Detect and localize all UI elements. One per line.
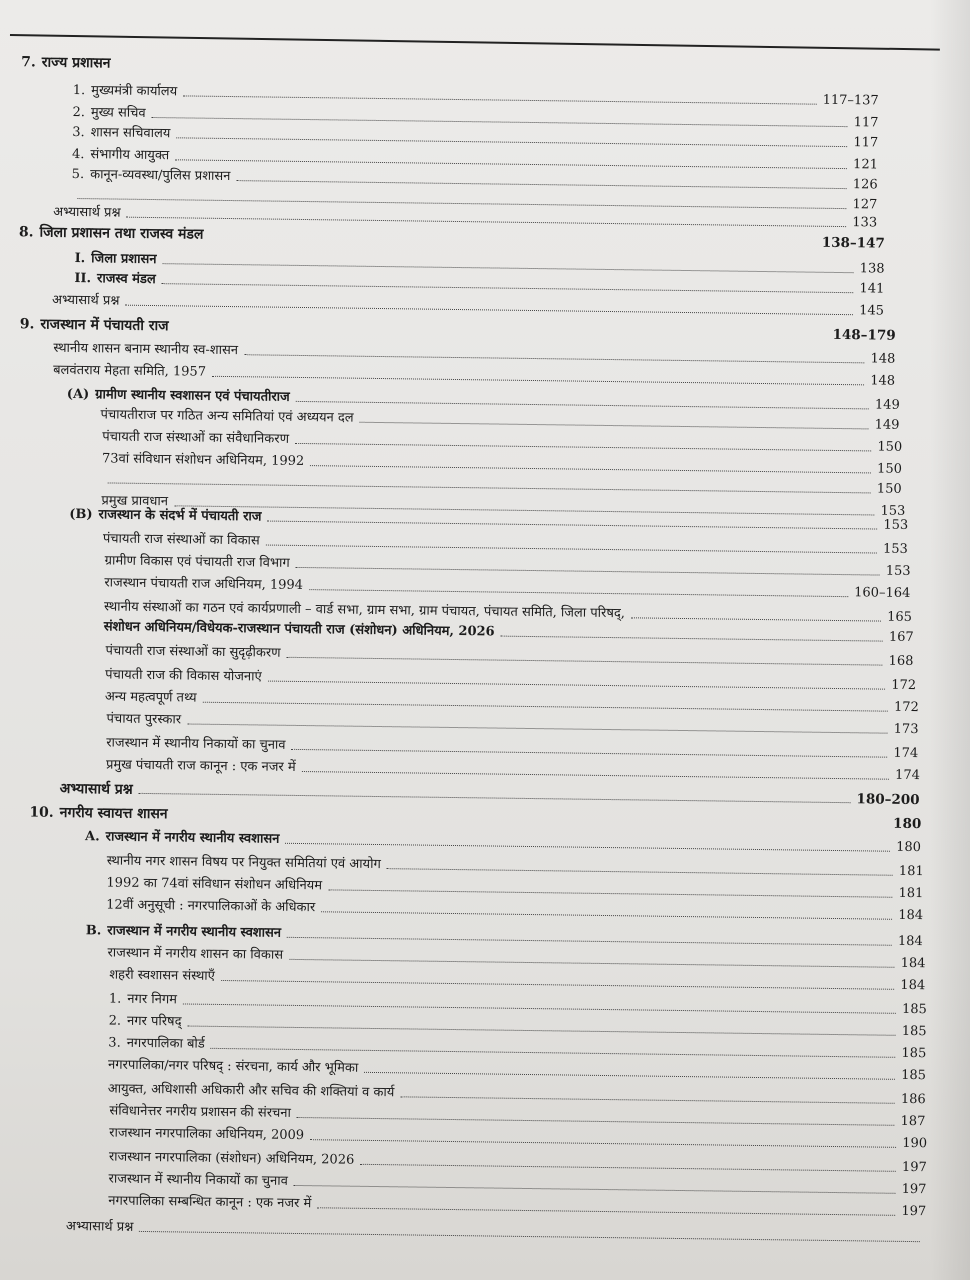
toc-page-number: 153	[880, 503, 906, 519]
toc-label: प्रमुख पंचायती राज कानून : एक नजर में	[105, 757, 296, 775]
toc-label: स्थानीय संस्थाओं का गठन एवं कार्यप्रणाली – वार्ड सभा, ग्राम सभा, ग्राम पंचायत, पंचायत समिति, जिला परिषद्,	[103, 599, 626, 622]
toc-number: 4.	[71, 146, 85, 163]
toc-page-number: 181	[898, 885, 924, 902]
toc-page-number: 138	[859, 261, 885, 277]
toc-page-number: 197	[901, 1181, 927, 1198]
toc-label: पंचायत पुरस्कार	[106, 711, 182, 728]
toc-label: पंचायती राज संस्थाओं का संवैधानिकरण	[102, 429, 290, 447]
toc-label: ग्रामीण स्थानीय स्वशासन एवं पंचायतीराज	[95, 387, 290, 405]
leader-dots	[317, 1207, 895, 1216]
toc-page-number: 184	[900, 955, 926, 972]
toc-page-number: 180	[893, 815, 922, 833]
toc-label: स्थानीय शासन बनाम स्थानीय स्व-शासन	[53, 340, 239, 359]
toc-number: I.	[74, 250, 86, 267]
toc-label: बलवंतराय मेहता समिति, 1957	[53, 362, 207, 380]
toc-label: शासन सचिवालय	[90, 125, 171, 142]
toc-label: राजस्थान नगरपालिका अधिनियम, 2009	[109, 1125, 305, 1144]
toc-label: पंचायती राज की विकास योजनाएं	[105, 667, 262, 685]
toc-label: नगरपालिका बोर्ड	[126, 1035, 205, 1052]
toc-page-number: 184	[898, 907, 924, 924]
toc-page-number: 126	[852, 177, 878, 193]
toc-page-number: 172	[893, 699, 919, 716]
toc-label: संशोधन अधिनियम/विधेयक-राजस्थान पंचायती राज (संशोधन) अधिनियम, 2026	[103, 619, 495, 640]
toc-page-number: 138–147	[821, 234, 885, 252]
toc-label: राजस्थान के संदर्भ में पंचायती राज	[98, 507, 262, 525]
toc-page-number: 150	[877, 461, 903, 477]
toc-page-number: 174	[895, 767, 921, 784]
toc-page-number: 148	[870, 373, 896, 389]
leader-dots	[364, 1072, 895, 1080]
toc-page-number: 117–137	[822, 92, 879, 109]
toc-label: मुख्यमंत्री कार्यालय	[91, 83, 178, 100]
toc-label: नगर निगम	[127, 991, 178, 1008]
toc-number: 3.	[72, 124, 85, 141]
toc-page-number: 172	[891, 677, 917, 694]
toc-label: पंचायती राज संस्थाओं का विकास	[102, 531, 260, 549]
toc-number: 7.	[21, 54, 36, 71]
toc-page-number: 160–164	[854, 585, 911, 601]
toc-row	[21, 48, 879, 81]
toc-page-number: 174	[893, 745, 919, 762]
toc-page-number: 153	[885, 563, 911, 579]
toc-label: संविधानेत्तर नगरीय प्रशासन की संरचना	[109, 1103, 292, 1121]
toc-number: II.	[74, 270, 92, 287]
toc-page-number: 150	[877, 439, 903, 455]
toc-page-number: 187	[900, 1113, 926, 1130]
toc-page-number: 185	[901, 1045, 927, 1062]
toc-label: अभ्यासार्थ प्रश्न	[65, 1218, 134, 1235]
toc-number: A.	[84, 829, 100, 845]
toc-number: 8.	[18, 224, 34, 241]
toc-label: 73वां संविधान संशोधन अधिनियम, 1992	[101, 451, 305, 470]
toc-label: पंचायतीराज पर गठित अन्य समितियां एवं अध्ययन दल	[100, 407, 354, 426]
toc-page-number: 184	[897, 933, 923, 950]
toc-label: कानून-व्यवस्था/पुलिस प्रशासन	[90, 167, 231, 185]
toc-label: राजस्थान नगरपालिका (संशोधन) अधिनियम, 2026	[108, 1149, 355, 1168]
leader-dots	[139, 1231, 920, 1242]
toc-label: ग्रामीण विकास एवं पंचायती राज विभाग	[104, 553, 290, 571]
toc-label: आयुक्त, अधिशासी अधिकारी और सचिव की शक्तियां व कार्य	[107, 1081, 395, 1101]
toc-label: अभ्यासार्थ प्रश्न	[51, 292, 120, 309]
toc-page-number: 185	[901, 1001, 927, 1018]
toc-page-number: 148–179	[832, 326, 896, 344]
toc-page-number: 180	[896, 839, 922, 856]
toc-label: राज्य प्रशासन	[41, 54, 111, 72]
toc-page-number: 197	[901, 1159, 927, 1176]
toc-number: 1.	[108, 991, 122, 1007]
toc-label: राजस्थान में पंचायती राज	[40, 316, 169, 335]
toc-label: राजस्थान में स्थानीय निकायों का चुनाव	[108, 1171, 288, 1189]
toc-number: 3.	[108, 1035, 121, 1051]
toc-page-number: 149	[874, 417, 900, 433]
toc-label: अभ्यासार्थ प्रश्न	[59, 780, 133, 798]
toc-page-number: 167	[888, 629, 914, 646]
toc-page-number: 186	[900, 1091, 926, 1108]
toc-label: राजस्थान में नगरीय स्थानीय स्वशासन	[105, 829, 280, 847]
toc-label: नगरपालिका सम्बन्धित कानून : एक नजर में	[108, 1193, 312, 1212]
toc-page-number: 197	[901, 1203, 927, 1220]
toc-label: पंचायती राज संस्थाओं का सुदृढ़ीकरण	[105, 643, 281, 661]
toc-page-number: 145	[859, 303, 885, 319]
toc-label: नगर परिषद्	[126, 1013, 182, 1030]
toc-number: B.	[85, 923, 102, 939]
toc-page-number: 148	[870, 351, 896, 367]
toc-page-number: 133	[852, 215, 878, 231]
toc-label: स्थानीय नगर शासन विषय पर नियुक्त समितियां एवं आयोग	[106, 853, 381, 873]
toc-page-number: 173	[893, 721, 919, 738]
toc-page-number: 153	[883, 517, 909, 533]
toc-page-number: 117	[853, 115, 879, 131]
toc-page-number: 127	[852, 197, 878, 213]
toc-label: मुख्य सचिव	[90, 105, 146, 121]
toc-label: अभ्यासार्थ प्रश्न	[53, 204, 121, 221]
toc-label: राजस्थान में स्थानीय निकायों का चुनाव	[106, 735, 286, 753]
toc-label: राजस्थान में नगरीय शासन का विकास	[107, 945, 284, 963]
toc-page-number: 185	[901, 1023, 927, 1040]
toc-label: जिला प्रशासन	[91, 251, 157, 268]
toc-label: 12वीं अनुसूची : नगरपालिकाओं के अधिकार	[106, 897, 316, 916]
toc-label: नगरपालिका/नगर परिषद् : संरचना, कार्य और भूमिका	[107, 1057, 359, 1076]
toc-page-number: 180–200	[856, 791, 920, 809]
toc-number: (A)	[66, 386, 90, 403]
toc-page-number: 141	[859, 281, 885, 297]
toc-label: अन्य महत्वपूर्ण तथ्य	[104, 689, 197, 706]
toc-label: नगरीय स्वायत्त शासन	[59, 804, 168, 823]
toc-page-number: 185	[901, 1067, 927, 1084]
toc-number: 10.	[29, 804, 54, 821]
toc-page-number: 184	[900, 977, 926, 994]
toc-page-number: 149	[874, 397, 900, 413]
toc-number: 2.	[108, 1013, 122, 1029]
toc-label: शहरी स्वशासन संस्थाएँ	[109, 967, 215, 984]
toc-page-number: 117	[853, 135, 879, 151]
toc-label: राजस्थान में नगरीय स्थानीय स्वशासन	[107, 923, 282, 941]
toc-label: 1992 का 74वां संविधान संशोधन अधिनियम	[106, 875, 323, 894]
leader-dots	[116, 68, 873, 78]
toc-page-number: 165	[887, 609, 913, 625]
toc-label: प्रमुख प्रावधान	[101, 493, 169, 510]
toc-page-number: 190	[902, 1135, 928, 1152]
leader-dots	[209, 239, 815, 247]
toc-label: संभागीय आयुक्त	[90, 147, 170, 164]
leader-dots	[501, 636, 883, 642]
toc-page-number: 181	[898, 863, 924, 880]
toc-number: 2.	[72, 104, 86, 121]
toc-number: 1.	[72, 82, 86, 99]
toc-number: 5.	[71, 166, 85, 183]
toc-label: जिला प्रशासन तथा राजस्व मंडल	[39, 224, 204, 243]
leader-dots	[321, 911, 892, 919]
toc-number: (B)	[69, 506, 93, 523]
toc-page-number: 150	[876, 481, 902, 497]
toc-page-number: 121	[852, 157, 879, 173]
leader-dots	[309, 589, 848, 597]
toc-label: राजस्व मंडल	[96, 271, 156, 288]
toc-page-number: 168	[888, 653, 914, 670]
toc-number: 9.	[19, 316, 35, 333]
toc-label: राजस्थान पंचायती राज अधिनियम, 1994	[104, 575, 304, 594]
toc-page-number: 153	[882, 541, 908, 557]
